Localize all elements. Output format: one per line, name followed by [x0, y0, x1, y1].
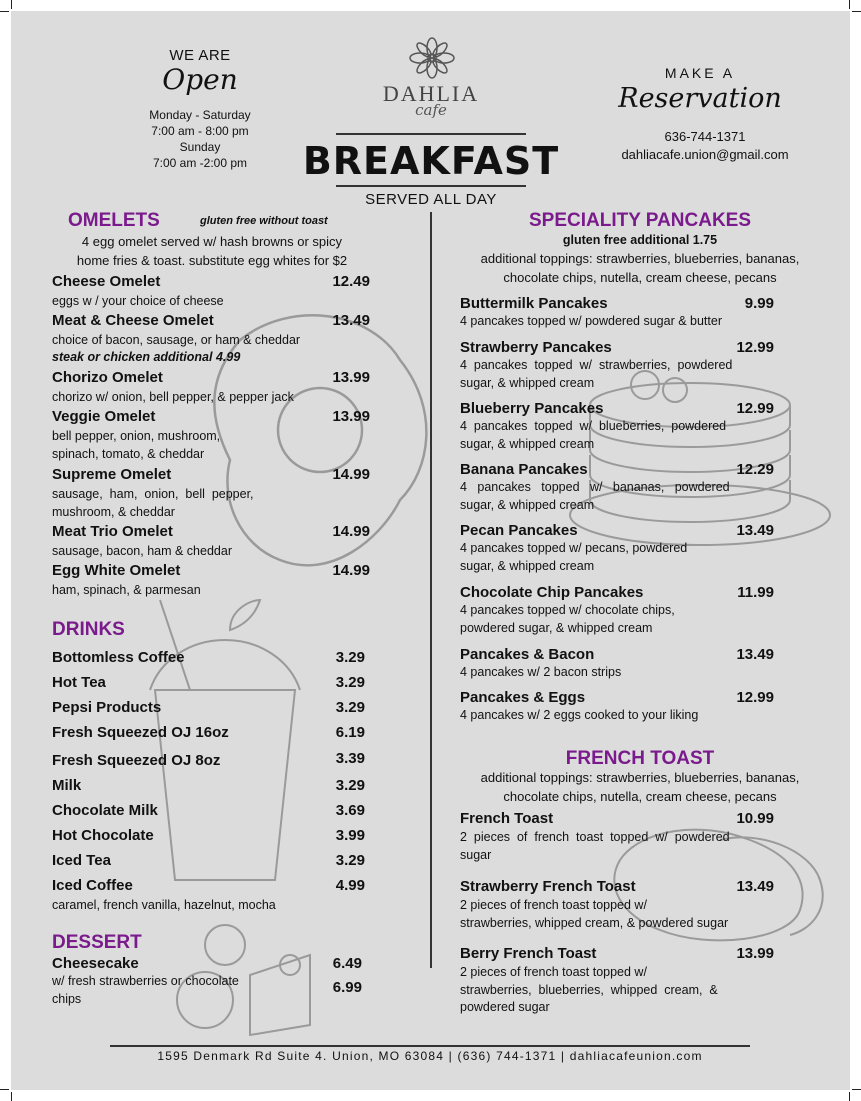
title-rule-bottom: [336, 185, 526, 187]
hours-block: [125, 107, 275, 171]
page-title: BREAKFAST: [302, 139, 560, 183]
item-desc: eggs w / your choice of cheese: [52, 294, 224, 308]
omelet-item: [52, 369, 372, 407]
item-name: Strawberry Pancakes: [460, 339, 612, 356]
item-desc: sausage, ham, onion, bell pepper,: [52, 487, 254, 501]
crop-mark: [852, 1089, 861, 1090]
item-name: Hot Chocolate: [52, 827, 154, 844]
item-desc: ham, spinach, & parmesan: [52, 583, 201, 597]
item-name: Iced Coffee: [52, 877, 133, 894]
item-desc: strawberries, whipped cream, & powdered sugar: [460, 915, 729, 930]
item-desc: sugar, & whipped cream: [460, 497, 595, 512]
item-price: 6.49: [332, 955, 362, 972]
item-price: 12.99: [736, 339, 774, 356]
desc-line: additional toppings: strawberries, blueberries, bananas,: [480, 770, 800, 785]
pancake-item: [460, 646, 774, 682]
omelets-description: [52, 232, 372, 270]
item-name: Veggie Omelet: [52, 408, 156, 425]
item-name: Banana Pancakes: [460, 461, 588, 478]
item-price: 3.29: [335, 699, 365, 716]
item-price: 6.99: [332, 979, 362, 996]
item-desc: chorizo w/ onion, bell pepper, & pepper jack: [52, 390, 294, 404]
item-desc: w/ fresh strawberries or chocolate: [52, 974, 239, 988]
item-name: Milk: [52, 777, 82, 794]
item-name: Egg White Omelet: [52, 562, 181, 579]
pancake-item: [460, 689, 774, 725]
omelet-item: [52, 466, 372, 521]
drink-row: [52, 802, 367, 827]
pancake-item: [460, 461, 774, 514]
email[interactable]: dahliacafe.union@gmail.com: [621, 147, 789, 162]
item-desc: sugar, & whipped cream: [460, 558, 595, 573]
item-extra: steak or chicken additional 4.99: [52, 349, 241, 364]
drink-row: [52, 699, 367, 724]
omelet-item: [52, 562, 372, 600]
item-price: 3.29: [335, 674, 365, 691]
footer-info: 1595 Denmark Rd Suite 4. Union, MO 63084 | (636) 744-1371 | dahliacafeunion.com: [157, 1049, 703, 1063]
phone[interactable]: 636-744-1371: [664, 129, 746, 144]
item-name: Strawberry French Toast: [460, 878, 636, 895]
item-desc: chips: [52, 991, 82, 1006]
item-desc: 4 pancakes topped w/ powdered sugar & butter: [460, 314, 722, 328]
make-a-label: MAKE A: [664, 65, 736, 81]
item-name: Pancakes & Eggs: [460, 689, 586, 706]
item-price: 11.99: [737, 584, 774, 601]
item-desc: sausage, bacon, ham & cheddar: [52, 544, 232, 558]
pancake-item: [460, 584, 774, 637]
french-toast-item: [460, 945, 774, 1017]
crop-mark: [849, 1092, 850, 1101]
item-price: 14.99: [332, 562, 370, 579]
item-desc: 4 pancakes topped w/ pecans, powdered: [460, 541, 688, 555]
item-name: Bottomless Coffee: [52, 649, 185, 666]
title-rule-top: [336, 133, 526, 135]
item-name: Meat & Cheese Omelet: [52, 312, 214, 329]
pancake-item: [460, 522, 774, 575]
item-desc: choice of bacon, sausage, or ham & cheddar: [52, 333, 301, 347]
item-price: 3.99: [335, 827, 365, 844]
item-desc: mushroom, & cheddar: [52, 504, 175, 519]
column-divider: [430, 212, 432, 968]
item-desc: 4 pancakes w/ 2 bacon strips: [460, 665, 622, 679]
french-toast-heading: FRENCH TOAST: [565, 748, 715, 769]
drink-row: [52, 724, 367, 752]
pancake-item: [460, 400, 774, 453]
item-name: Pancakes & Bacon: [460, 646, 595, 663]
item-name: Cheesecake: [52, 955, 139, 972]
drink-row: [52, 674, 367, 699]
item-name: French Toast: [460, 810, 554, 827]
hours-line: Sunday: [179, 140, 221, 154]
pancake-item: [460, 295, 774, 331]
item-name: Berry French Toast: [460, 945, 597, 962]
item-desc: powdered sugar: [460, 1000, 550, 1014]
pancake-item: [460, 339, 774, 392]
drink-row: [52, 877, 367, 897]
crop-mark: [849, 0, 850, 9]
item-price: 3.39: [335, 750, 365, 767]
pancakes-heading: SPECIALITY PANCAKES: [528, 210, 752, 231]
item-price: 6.19: [335, 724, 365, 741]
item-desc: 4 pancakes topped w/ bananas, powdered: [460, 480, 730, 494]
crop-mark: [0, 1089, 9, 1090]
desc-line: chocolate chips, nutella, cream cheese, pecans: [503, 789, 777, 804]
item-price: 13.99: [736, 945, 774, 962]
omelets-heading: OMELETS: [68, 210, 160, 231]
item-name: Chocolate Chip Pancakes: [460, 584, 644, 601]
item-price: 4.99: [335, 877, 365, 894]
crop-mark: [11, 0, 12, 9]
contact-block: [600, 128, 810, 164]
item-price: 3.69: [335, 802, 365, 819]
served-all-day: SERVED ALL DAY: [365, 191, 497, 208]
drink-row: [52, 827, 367, 852]
omelet-item: [52, 408, 372, 463]
item-desc: 2 pieces of french toast topped w/: [460, 965, 647, 979]
item-desc: 2 pieces of french toast topped w/: [460, 898, 647, 912]
item-desc: 2 pieces of french toast topped w/ powdered: [460, 830, 730, 844]
item-name: Buttermilk Pancakes: [460, 295, 608, 312]
drink-row: [52, 852, 367, 877]
item-name: Supreme Omelet: [52, 466, 172, 483]
item-desc: sugar: [460, 847, 492, 862]
item-desc: bell pepper, onion, mushroom,: [52, 429, 221, 443]
item-price: 12.29: [736, 461, 774, 478]
item-price: 3.29: [335, 649, 365, 666]
item-name: Pepsi Products: [52, 699, 162, 716]
item-desc: 4 pancakes topped w/ blueberries, powdered: [460, 419, 727, 433]
desc-line: 4 egg omelet served w/ hash browns or spicy: [81, 234, 343, 249]
desc-line: additional toppings: strawberries, blueberries, bananas,: [480, 251, 800, 266]
item-price: 3.29: [335, 777, 365, 794]
item-price: 10.99: [736, 810, 774, 827]
crop-mark: [852, 11, 861, 12]
item-price: 13.99: [332, 408, 370, 425]
we-are-label: WE ARE: [169, 47, 231, 64]
item-desc: powdered sugar, & whipped cream: [460, 620, 653, 635]
dahlia-flower-icon: [408, 36, 456, 80]
drink-row: [52, 752, 367, 777]
hours-line: 7:00 am - 8:00 pm: [151, 124, 249, 138]
item-price: 13.49: [736, 878, 774, 895]
item-name: Cheese Omelet: [52, 273, 161, 290]
desc-line: chocolate chips, nutella, cream cheese, pecans: [503, 270, 777, 285]
french-toast-toppings: [455, 768, 825, 806]
item-name: Fresh Squeezed OJ 8oz: [52, 752, 221, 769]
item-price: 12.49: [332, 273, 370, 290]
desc-line: home fries & toast. substitute egg whites for $2: [76, 253, 348, 268]
item-desc: strawberries, blueberries, whipped cream, &: [460, 982, 718, 997]
item-desc: 4 pancakes topped w/ strawberries, powdered: [460, 358, 733, 372]
drinks-heading: DRINKS: [52, 619, 125, 640]
footer-rule: [110, 1045, 750, 1047]
omelets-gluten-note: gluten free without toast: [200, 215, 328, 227]
crop-mark: [11, 1092, 12, 1101]
pancakes-gluten-note: gluten free additional 1.75: [562, 233, 718, 247]
crop-mark: [0, 11, 9, 12]
item-name: Fresh Squeezed OJ 16oz: [52, 724, 229, 741]
item-price: 13.49: [736, 646, 774, 663]
item-price: 13.99: [332, 369, 370, 386]
pancakes-toppings: [455, 249, 825, 287]
french-toast-item: [460, 810, 774, 864]
reservation-script: Reservation: [618, 83, 782, 114]
item-price: 9.99: [744, 295, 774, 312]
item-price: 13.49: [736, 522, 774, 539]
item-name: Iced Tea: [52, 852, 111, 869]
item-desc: sugar, & whipped cream: [460, 436, 595, 451]
item-desc: caramel, french vanilla, hazelnut, mocha: [52, 898, 276, 912]
omelet-item: [52, 312, 372, 364]
item-desc: 4 pancakes topped w/ chocolate chips,: [460, 603, 675, 617]
item-price: 12.99: [736, 689, 774, 706]
dessert-heading: DESSERT: [52, 932, 142, 953]
item-desc: 4 pancakes w/ 2 eggs cooked to your liking: [460, 708, 699, 722]
item-price: 13.49: [332, 312, 370, 329]
brand-sub: cafe: [415, 101, 447, 119]
drink-row: [52, 649, 367, 674]
item-price: 14.99: [332, 466, 370, 483]
item-price: 12.99: [736, 400, 774, 417]
item-desc: spinach, tomato, & cheddar: [52, 446, 205, 461]
item-name: Chorizo Omelet: [52, 369, 163, 386]
french-toast-item: [460, 878, 774, 932]
dessert-item: [52, 955, 364, 1008]
drink-row: [52, 777, 367, 802]
hours-line: Monday - Saturday: [149, 108, 251, 122]
item-name: Pecan Pancakes: [460, 522, 578, 539]
item-name: Blueberry Pancakes: [460, 400, 604, 417]
open-script: Open: [162, 63, 238, 96]
item-name: Meat Trio Omelet: [52, 523, 173, 540]
item-desc: sugar, & whipped cream: [460, 375, 595, 390]
hours-line: 7:00 am -2:00 pm: [152, 156, 248, 170]
item-price: 14.99: [332, 523, 370, 540]
brand-name: DAHLIA: [382, 81, 480, 106]
item-name: Chocolate Milk: [52, 802, 158, 819]
item-name: Hot Tea: [52, 674, 106, 691]
omelet-item: [52, 523, 372, 561]
item-price: 3.29: [335, 852, 365, 869]
drinks-list: [52, 649, 367, 915]
omelet-item: [52, 273, 372, 311]
